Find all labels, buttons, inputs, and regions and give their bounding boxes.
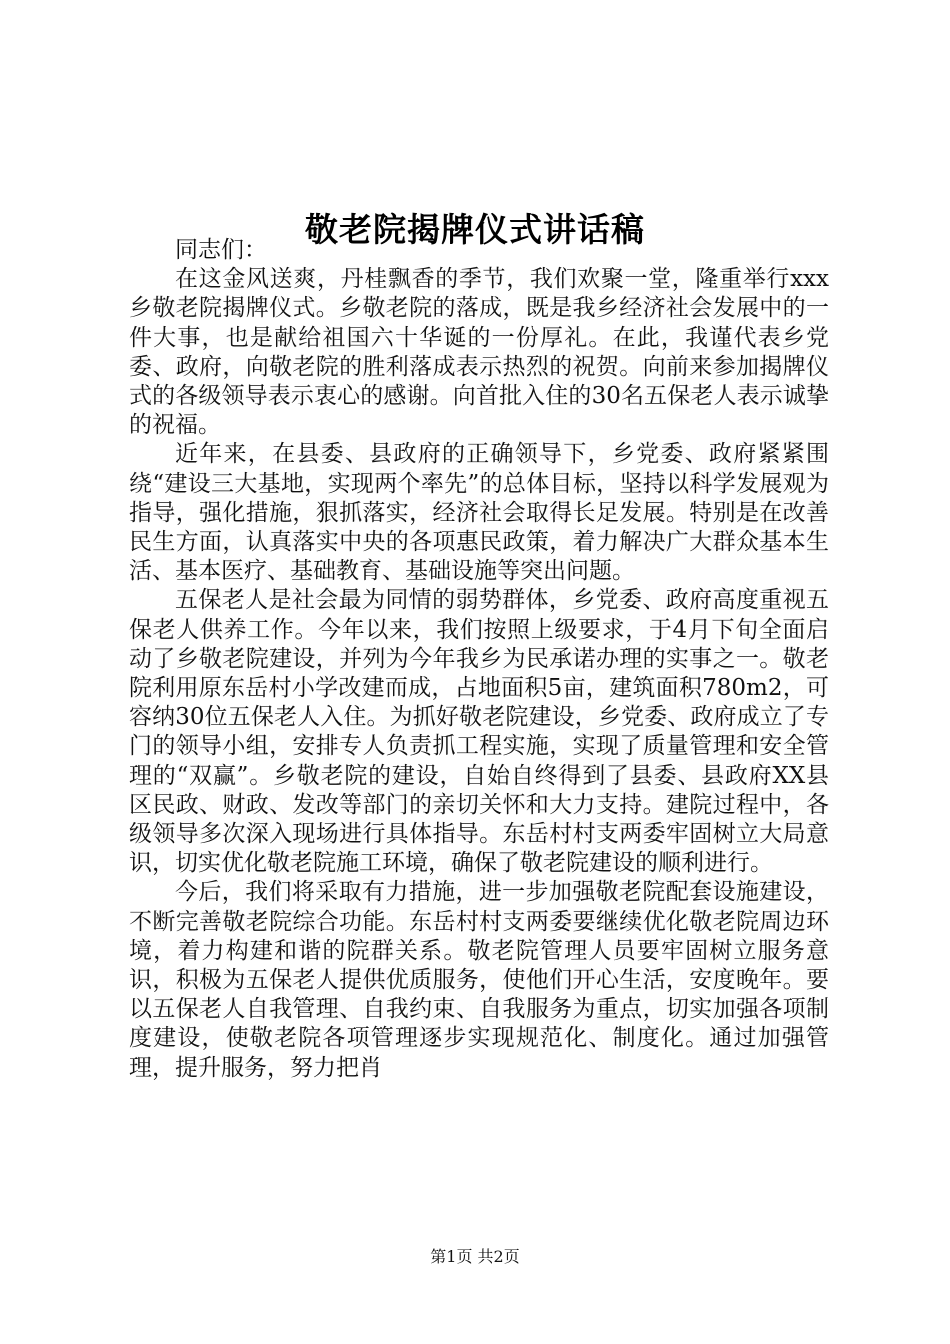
document-title: 敬老院揭牌仪式讲话稿 (305, 210, 645, 250)
body-paragraph: 在这金风送爽，丹桂飘香的季节，我们欢聚一堂，隆重举行xxx乡敬老院揭牌仪式。乡敬老院的落成，既是我乡经济社会发展中的一件大事，也是献给祖国六十华诞的一份厚礼。在此，我谨代表乡党委、政府，向敬老院的胜利落成表示热烈的祝贺。向前来参加揭牌仪式的各级领导表示衷心的感谢。向首批入住的30名五保老人表示诚挚的祝福。 (129, 266, 829, 439)
body-paragraph: 近年来，在县委、县政府的正确领导下，乡党委、政府紧紧围绕“建设三大基地，实现两个率先”的总体目标，坚持以科学发展观为指导，强化措施，狠抓落实，经济社会取得长足发展。特别是在改善民生方面，认真落实中央的各项惠民政策，着力解决广大群众基本生活、基本医疗、基础教育、基础设施等突出问题。 (129, 441, 829, 585)
page-footer: 第1页 共2页 (430, 1247, 520, 1266)
body-paragraph: 今后，我们将采取有力措施，进一步加强敬老院配套设施建设，不断完善敬老院综合功能。东岳村村支两委要继续优化敬老院周边环境，着力构建和谐的院群关系。敬老院管理人员要牢固树立服务意识，积极为五保老人提供优质服务，使他们开心生活，安度晚年。要以五保老人自我管理、自我约束、自我服务为重点，切实加强各项制度建设，使敬老院各项管理逐步实现规范化、制度化。通过加强管理，提升服务，努力把肖 (129, 879, 829, 1081)
body-paragraph: 五保老人是社会最为同情的弱势群体，乡党委、政府高度重视五保老人供养工作。今年以来，我们按照上级要求，于4月下旬全面启动了乡敬老院建设，并列为今年我乡为民承诺办理的实事之一。敬老院利用原东岳村小学改建而成，占地面积5亩，建筑面积780m2，可容纳30位五保老人入住。为抓好敬老院建设，乡党委、政府成立了专门的领导小组，安排专人负责抓工程实施，实现了质量管理和安全管理的“双赢”。乡敬老院的建设，自始自终得到了县委、县政府XX县区民政、财政、发改等部门的亲切关怀和大力支持。建院过程中，各级领导多次深入现场进行具体指导。东岳村村支两委牢固树立大局意识，切实优化敬老院施工环境，确保了敬老院建设的顺利进行。 (129, 587, 829, 877)
document-body (129, 236, 829, 1083)
salutation-paragraph: 同志们： (175, 237, 267, 263)
